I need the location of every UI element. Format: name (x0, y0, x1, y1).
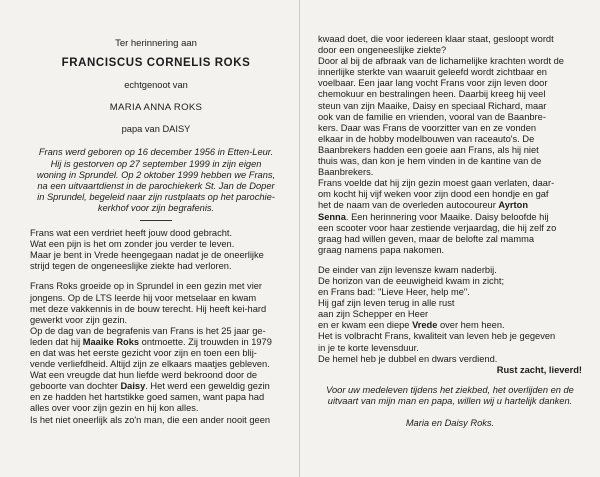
text-line: voelbaar. Een jaar lang vocht Frans voor zijn leven door (318, 78, 548, 89)
bio-line: Hij is gestorven op 27 september 1999 in zijn eigen (50, 158, 262, 169)
poem-line: Het is volbracht Frans, kwaliteit van leven heb je gegeven (318, 331, 556, 342)
text-line: steun van zijn Maaike, Daisy en speciaal Richard, maar (318, 100, 547, 111)
spouse-label: echtgenoot van (124, 80, 188, 91)
text-line: Door al bij de afbraak van de lichamelijke krachten wordt de (318, 56, 564, 67)
bio-line: na een uitvaartdienst in de parochiekerk St. Jan de Doper (37, 180, 275, 191)
text-line: leden dat hij Maaike Roks ontmoette. Zij trouwden in 1979 (30, 336, 272, 347)
poem-line: in je te korte levensduur. (318, 342, 419, 353)
intro-label: Ter herinnering aan (115, 38, 197, 49)
text-line: Baanbrekers hadden een goeie aan Frans, als hij niet (318, 144, 539, 155)
poem-line: Maar je bent in Vrede heengegaan nadat je de oneerlijke (30, 250, 264, 261)
child-label: papa van DAISY (121, 124, 191, 135)
text-line: een scooter voor haar zestiende verjaardag, die hij zelf zo (318, 222, 557, 233)
bio-line: Frans werd geboren op 16 december 1956 in Etten-Leur. (38, 147, 274, 158)
text-line: thuis was, dan kon je hem vinden in de kantine van de (318, 156, 542, 167)
closing-line: Rust zacht, lieverd! (496, 364, 582, 375)
bold-name: Daisy (120, 381, 146, 392)
text-line: Frans voelde dat hij zijn gezin moest gaan verlaten, daar- (318, 178, 555, 189)
text-line: innerlijke sterkte van waaruit geleefd wordt zichtbaar en (318, 67, 547, 78)
spouse-name: MARIA ANNA ROKS (109, 102, 203, 114)
closing-poem (318, 265, 582, 376)
text-line: Is het niet oneerlijk als zo'n man, die een ander nooit geen (30, 414, 271, 425)
text-line: en ze hadden het hartstikke goed samen, want papa had (30, 392, 265, 403)
text-line: en dat was het eerste gezicht voor zijn en toen een blij- (30, 347, 257, 358)
thanks-line: Voor uw medeleven tijdens het ziekbed, het overlijden en de (326, 384, 574, 395)
text-line: door een ongeneeslijke ziekte? (318, 45, 447, 56)
poem-line: De horizon van de eeuwigheid kwam in zicht; (318, 275, 505, 286)
left-column (30, 0, 282, 426)
text-line: kwaad doet, die voor iedereen klaar staat, gesloopt wordt (318, 34, 554, 44)
bio-line: woning in Sprundel. Op 2 oktober 1999 hebben we Frans, (36, 169, 276, 180)
text-line: het de naam van de overleden autocoureur Ayrton (318, 200, 529, 211)
text-line: om kocht hij vijf weken voor zijn dood een hondje en gaf (318, 189, 549, 200)
text-line: Frans Roks groeide op in Sprundel in een gezin met vier (30, 281, 263, 292)
deceased-name: FRANCISCUS CORNELIS ROKS (61, 57, 251, 70)
text-line: chemokuur en bestralingen heen. Daarbij kreeg hij veel (318, 89, 546, 100)
text-line: Op de dag van de begrafenis van Frans is het 25 jaar ge- (30, 325, 266, 336)
text-line: alles over voor zijn gezin en hij kon alles. (30, 403, 199, 414)
text-line: ook van de familie en vrienden, vooral van de Baanbre- (318, 111, 546, 122)
poem-line: en Frans bad: "Lieve Heer, help me". (318, 287, 470, 298)
poem-line: aan zijn Schepper en Heer (318, 309, 429, 320)
text-line: geboorte van dochter Daisy. Het werd een geweldig gezin (30, 381, 270, 392)
life-paragraph (30, 281, 282, 325)
bold-name: Maaike Roks (82, 336, 140, 347)
fold-line (299, 0, 300, 477)
thanks-line: uitvaart van mijn man en papa, willen wij u hartelijk danken. (327, 395, 573, 406)
text-line: jongens. Op de LTS leerde hij voor metselaar en kwam (30, 292, 257, 303)
poem-line: en er kwam een diepe Vrede over hem heen. (318, 320, 505, 331)
poem-line: De einder van zijn levensze kwam naderbij. (318, 264, 497, 275)
goodbye-paragraph (318, 178, 582, 256)
text-line: graag had willen geven, maar de belofte zal mamma (318, 233, 535, 244)
family-paragraph (30, 326, 282, 426)
text-line: Senna. Een herinnering voor Maaike. Daisy beloofde hij (318, 211, 549, 222)
bio-line: kerkhof voor zijn begrafenis. (97, 202, 215, 213)
poem-line: Hij gaf zijn leven terug in alle rust (318, 298, 455, 309)
text-line: elkaar in de hobby modelbouwen van raceauto's. De (318, 133, 535, 144)
text-line: graag namens papa nakomen. (318, 244, 445, 255)
text-line: Baanbrekers. (318, 167, 374, 178)
illness-paragraph (318, 34, 582, 178)
signature: Maria en Daisy Roks. (405, 418, 495, 428)
bold-name: Senna (318, 211, 346, 222)
text-line: kers. Daar was Frans de voorzitter van en ze vonden (318, 122, 537, 133)
thanks-paragraph (318, 385, 582, 407)
divider-rule (140, 220, 172, 221)
right-column (318, 34, 582, 429)
bold-name: Ayrton (498, 200, 529, 211)
bold-word: Vrede (412, 320, 438, 331)
poem-line: strijd tegen de ongeneeslijke ziekte had verloren. (30, 261, 232, 272)
poem-line: Wat een pijn is het om zonder jou verder te leven. (30, 239, 235, 250)
text-line: gewerkt voor zijn gezin. (30, 314, 128, 325)
text-line: Wat een vreugde dat hun liefde werd bekroond door de (30, 370, 258, 381)
poem-line: Frans wat een verdriet heeft jouw dood gebracht. (30, 228, 233, 239)
bio-line: in Sprundel, begeleid naar zijn rustplaats op het parochie- (37, 191, 275, 202)
text-line: vende verliefdheid. Altijd zijn ze elkaars maatjes gebleven. (30, 359, 270, 370)
bio-paragraph (30, 147, 282, 214)
text-line: met deze vakkennis in de bouw terecht. Hij heeft kei-hard (30, 303, 267, 314)
poem-line: De hemel heb je dubbel en dwars verdiend. (318, 353, 498, 364)
poem-paragraph (30, 228, 282, 272)
